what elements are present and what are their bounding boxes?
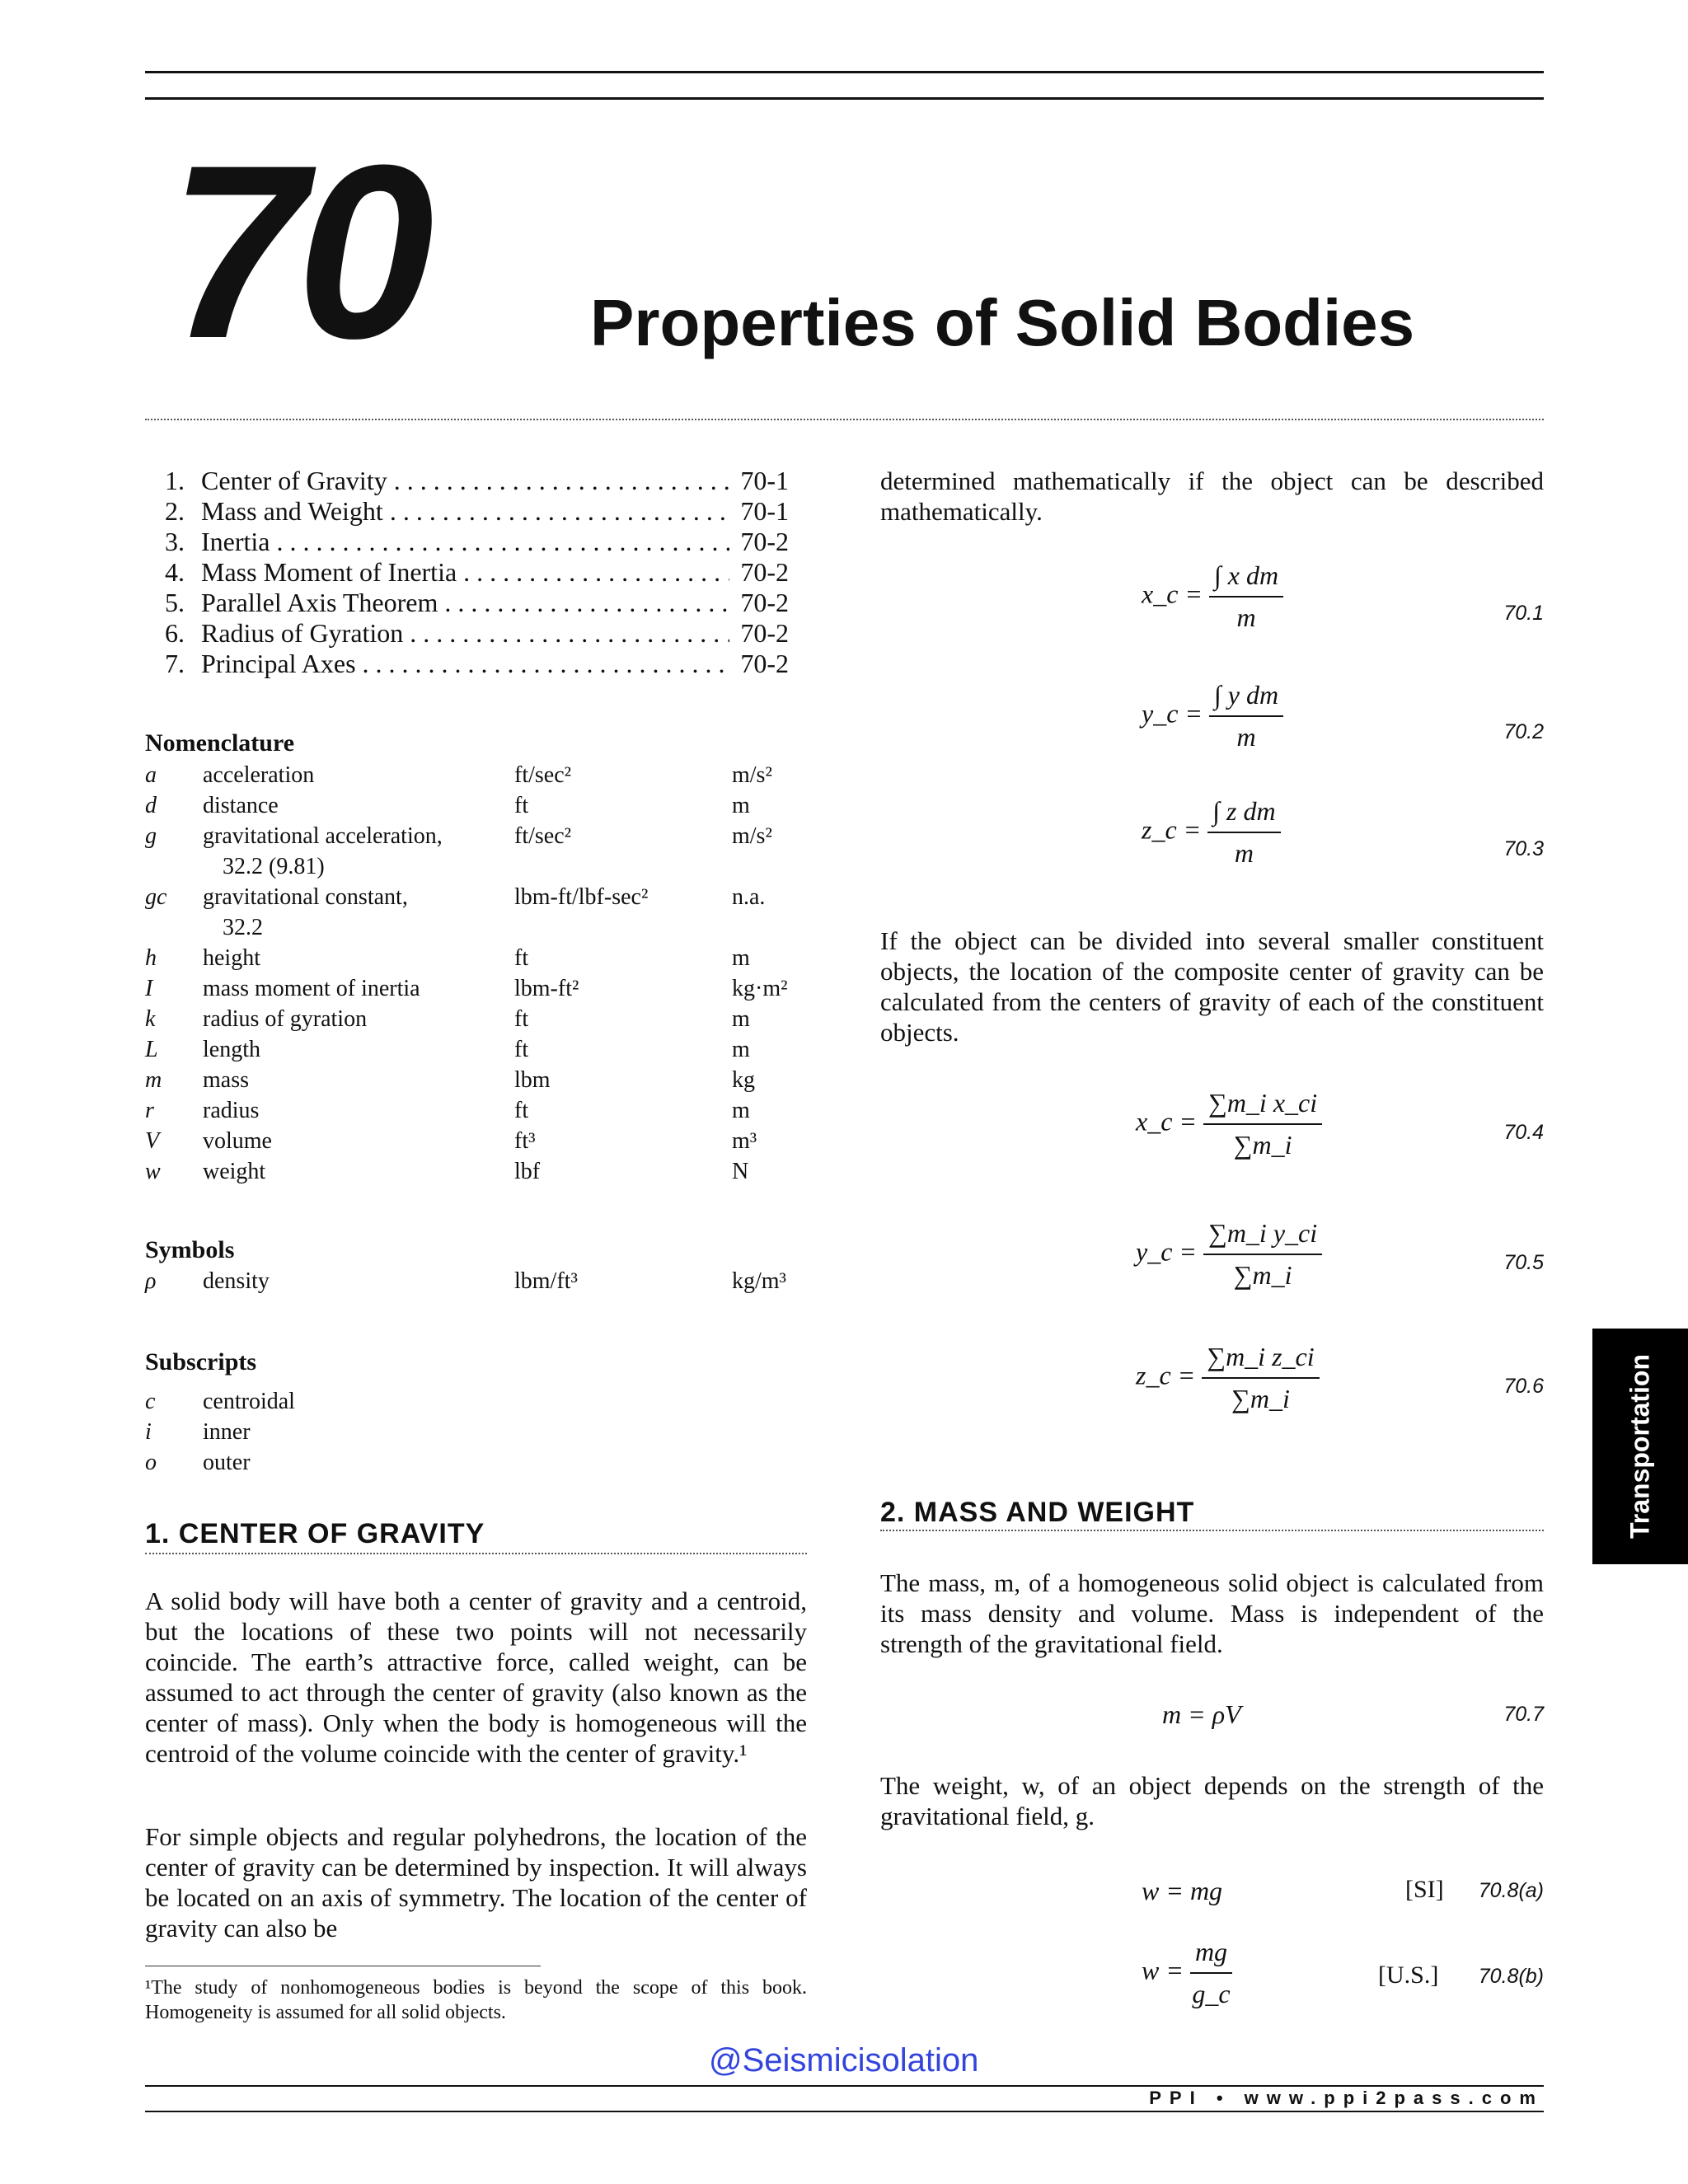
- table-row: h height ft m: [145, 945, 750, 971]
- toc-item[interactable]: 6. Radius of Gyration . . . 70-2: [165, 618, 789, 649]
- table-row: V volume ft³ m³: [145, 1128, 757, 1154]
- table-row: o outer: [145, 1450, 251, 1475]
- table-row: i inner: [145, 1419, 251, 1445]
- section-divider: [880, 1530, 1544, 1531]
- nomenclature-table: [145, 760, 821, 1187]
- table-row: k radius of gyration ft m: [145, 1006, 750, 1032]
- equation: x_c = $\frac{\text{∫ x dm}}{m}$: [1142, 560, 1283, 633]
- footer-rule-2: [145, 2111, 1544, 2112]
- equation: m = ρV: [1162, 1699, 1241, 1729]
- equation: y_c = $\frac{\text{∫ y dm}}{m}$: [1142, 680, 1283, 752]
- equation-number: 70.5: [1503, 1251, 1544, 1274]
- equation-number: 70.7: [1503, 1703, 1544, 1726]
- table-of-contents: [165, 466, 789, 679]
- footnote: ¹The study of nonhomogeneous bodies is beyond the scope of this book. Homogeneity is assumed for all solid objects.: [145, 1977, 807, 2023]
- top-rule: [145, 71, 1544, 73]
- table-row: d distance ft m: [145, 793, 750, 818]
- footer-url[interactable]: PPI • www.ppi2pass.com: [1149, 2088, 1544, 2108]
- toc-item[interactable]: 2. Mass and Weight . . . 70-1: [165, 496, 789, 527]
- toc-item[interactable]: 7. Principal Axes . . . 70-2: [165, 649, 789, 679]
- subscripts-table: [145, 1386, 821, 1478]
- chapter-number: 70: [169, 113, 424, 390]
- equation-number: 70.1: [1503, 602, 1544, 625]
- symbols-heading: Symbols: [145, 1236, 235, 1263]
- table-row: ρ density lbm/ft³ kg/m³: [145, 1268, 786, 1294]
- section-heading: 1. CENTER OF GRAVITY: [145, 1518, 485, 1549]
- side-tab-label: Transportation: [1625, 1353, 1655, 1540]
- equation: w = mg: [1142, 1876, 1223, 1905]
- equation: z_c = $\frac{\text{∑m\_i z\_ci}}{\sum m\_i}$: [1136, 1342, 1320, 1414]
- watermark: @Seismicisolation: [709, 2042, 979, 2079]
- toc-item[interactable]: 5. Parallel Axis Theorem . . . 70-2: [165, 588, 789, 618]
- unit-tag: [SI]: [1405, 1876, 1444, 1903]
- body-paragraph: determined mathematically if the object can be described mathematically.: [880, 466, 1544, 526]
- equation-number: 70.6: [1503, 1375, 1544, 1398]
- toc-item[interactable]: 1. Center of Gravity . . . 70-1: [165, 466, 789, 496]
- equation-number: 70.2: [1503, 720, 1544, 743]
- table-row: r radius ft m: [145, 1098, 750, 1123]
- section-divider: [145, 1553, 807, 1554]
- unit-tag: [U.S.]: [1378, 1961, 1439, 1989]
- body-paragraph: The mass, m, of a homogeneous solid object is calculated from its mass density and volume. Mass is independent of the strength of the gravitational field.: [880, 1568, 1544, 1658]
- table-row: gc gravitational constant, 32.2 lbm-ft/lbf-sec² n.a.: [145, 884, 766, 940]
- equation: x_c = $\frac{\text{∑m\_i x\_ci}}{\sum m\_i}$: [1136, 1088, 1322, 1160]
- equation-number: 70.8(b): [1478, 1965, 1544, 1988]
- section-heading: 2. MASS AND WEIGHT: [880, 1497, 1195, 1528]
- table-row: c centroidal: [145, 1389, 295, 1414]
- title-divider: [145, 419, 1544, 420]
- chapter-title: Properties of Solid Bodies: [590, 286, 1415, 359]
- equation-number: 70.4: [1503, 1121, 1544, 1144]
- table-row: m mass lbm kg: [145, 1067, 755, 1093]
- table-row: I mass moment of inertia lbm-ft² kg·m²: [145, 976, 788, 1001]
- table-row: g gravitational acceleration, 32.2 (9.81) ft/sec² m/s²: [145, 823, 772, 879]
- equation-number: 70.8(a): [1478, 1879, 1544, 1902]
- table-row: L length ft m: [145, 1037, 750, 1062]
- body-paragraph: The weight, w, of an object depends on the strength of the gravitational field, g.: [880, 1771, 1544, 1830]
- nomenclature-heading: Nomenclature: [145, 729, 295, 757]
- table-row: w weight lbf N: [145, 1159, 749, 1184]
- subscripts-heading: Subscripts: [145, 1348, 257, 1376]
- table-row: a acceleration ft/sec² m/s²: [145, 762, 772, 788]
- equation: w = $\frac{mg}{g\_c}$: [1142, 1937, 1232, 2009]
- body-paragraph: A solid body will have both a center of gravity and a centroid, but the locations of these two points will not necessarily coincide. The earth’s attractive force, called weight, can be assumed to act through the center of gravity (also known as the center of mass). Only when the body is homogeneous will the centroid of the volume coincide with the center of gravity.¹: [145, 1586, 807, 1768]
- side-tab[interactable]: [1592, 1329, 1688, 1564]
- toc-item[interactable]: 3. Inertia . . . 70-2: [165, 527, 789, 557]
- body-paragraph: For simple objects and regular polyhedrons, the location of the center of gravity can be determined by inspection. It will always be located on an axis of symmetry. The location of the center of gravity can also be: [145, 1822, 807, 1943]
- footer-rule: [145, 2085, 1544, 2087]
- symbols-table: [145, 1266, 821, 1296]
- equation: y_c = $\frac{\text{∑m\_i y\_ci}}{\sum m\_i}$: [1136, 1218, 1322, 1291]
- equation: z_c = $\frac{\text{∫ z dm}}{m}$: [1142, 796, 1281, 869]
- equation-number: 70.3: [1503, 837, 1544, 860]
- top-rule-2: [145, 97, 1544, 100]
- body-paragraph: If the object can be divided into several smaller constituent objects, the location of the composite center of gravity can be calculated from the centers of gravity of each of the constituent objects.: [880, 926, 1544, 1047]
- toc-item[interactable]: 4. Mass Moment of Inertia . . . 70-2: [165, 557, 789, 588]
